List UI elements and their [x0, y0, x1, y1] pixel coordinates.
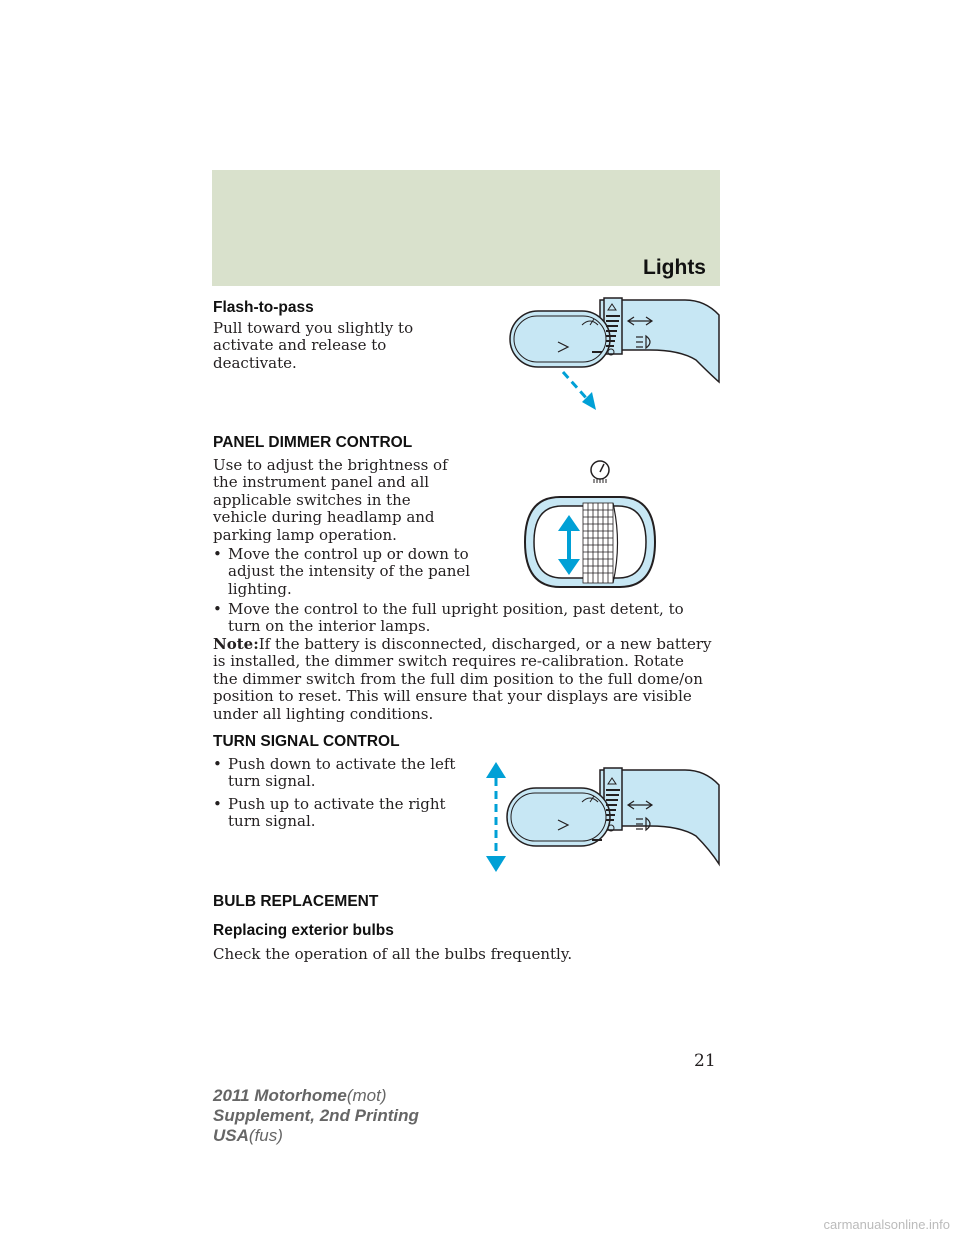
panel-dimmer-illustration — [520, 455, 670, 595]
turn-signal-heading: TURN SIGNAL CONTROL — [213, 733, 400, 750]
list-item: • Push down to activate the left turn signal. — [213, 755, 456, 791]
list-item: • Move the control to the full upright position, past detent, to turn on the interior lamps. — [213, 600, 684, 636]
list-item: • Push up to activate the right turn signal. — [213, 795, 446, 831]
turn-signal-illustration — [485, 760, 725, 875]
page-number: 21 — [694, 1051, 716, 1071]
bulb-replacement-heading: BULB REPLACEMENT — [213, 893, 379, 910]
note-text: If the battery is disconnected, discharged, or a new battery is installed, the dimmer switch requires re-calibration. Rotate the dimmer switch from the full dim position to the full dome/on position to reset. This will ensure that your displays are visible under all lighting conditions. — [213, 635, 712, 723]
flash-to-pass-text: Pull toward you slightly to activate and release to deactivate. — [213, 319, 414, 372]
panel-dimmer-heading: PANEL DIMMER CONTROL — [213, 434, 413, 451]
list-item: • Move the control up or down to adjust the intensity of the panel lighting. — [213, 545, 471, 598]
flash-to-pass-illustration — [500, 290, 725, 420]
bulb-replacement-text: Check the operation of all the bulbs frequently. — [213, 945, 573, 963]
section-header-band — [212, 170, 720, 286]
document-footer: 2011 Motorhome(mot) Supplement, 2nd Printing USA(fus) — [213, 1086, 419, 1145]
panel-dimmer-note — [213, 636, 713, 723]
section-title: Lights — [643, 256, 706, 279]
panel-dimmer-intro: Use to adjust the brightness of the instrument panel and all applicable switches in the vehicle during headlamp and parking lamp operation. — [213, 456, 448, 544]
note-label: Note: — [213, 635, 259, 653]
watermark: carmanualsonline.info — [823, 1217, 950, 1232]
flash-to-pass-heading: Flash-to-pass — [213, 299, 314, 316]
replacing-exterior-bulbs-heading: Replacing exterior bulbs — [213, 922, 394, 939]
